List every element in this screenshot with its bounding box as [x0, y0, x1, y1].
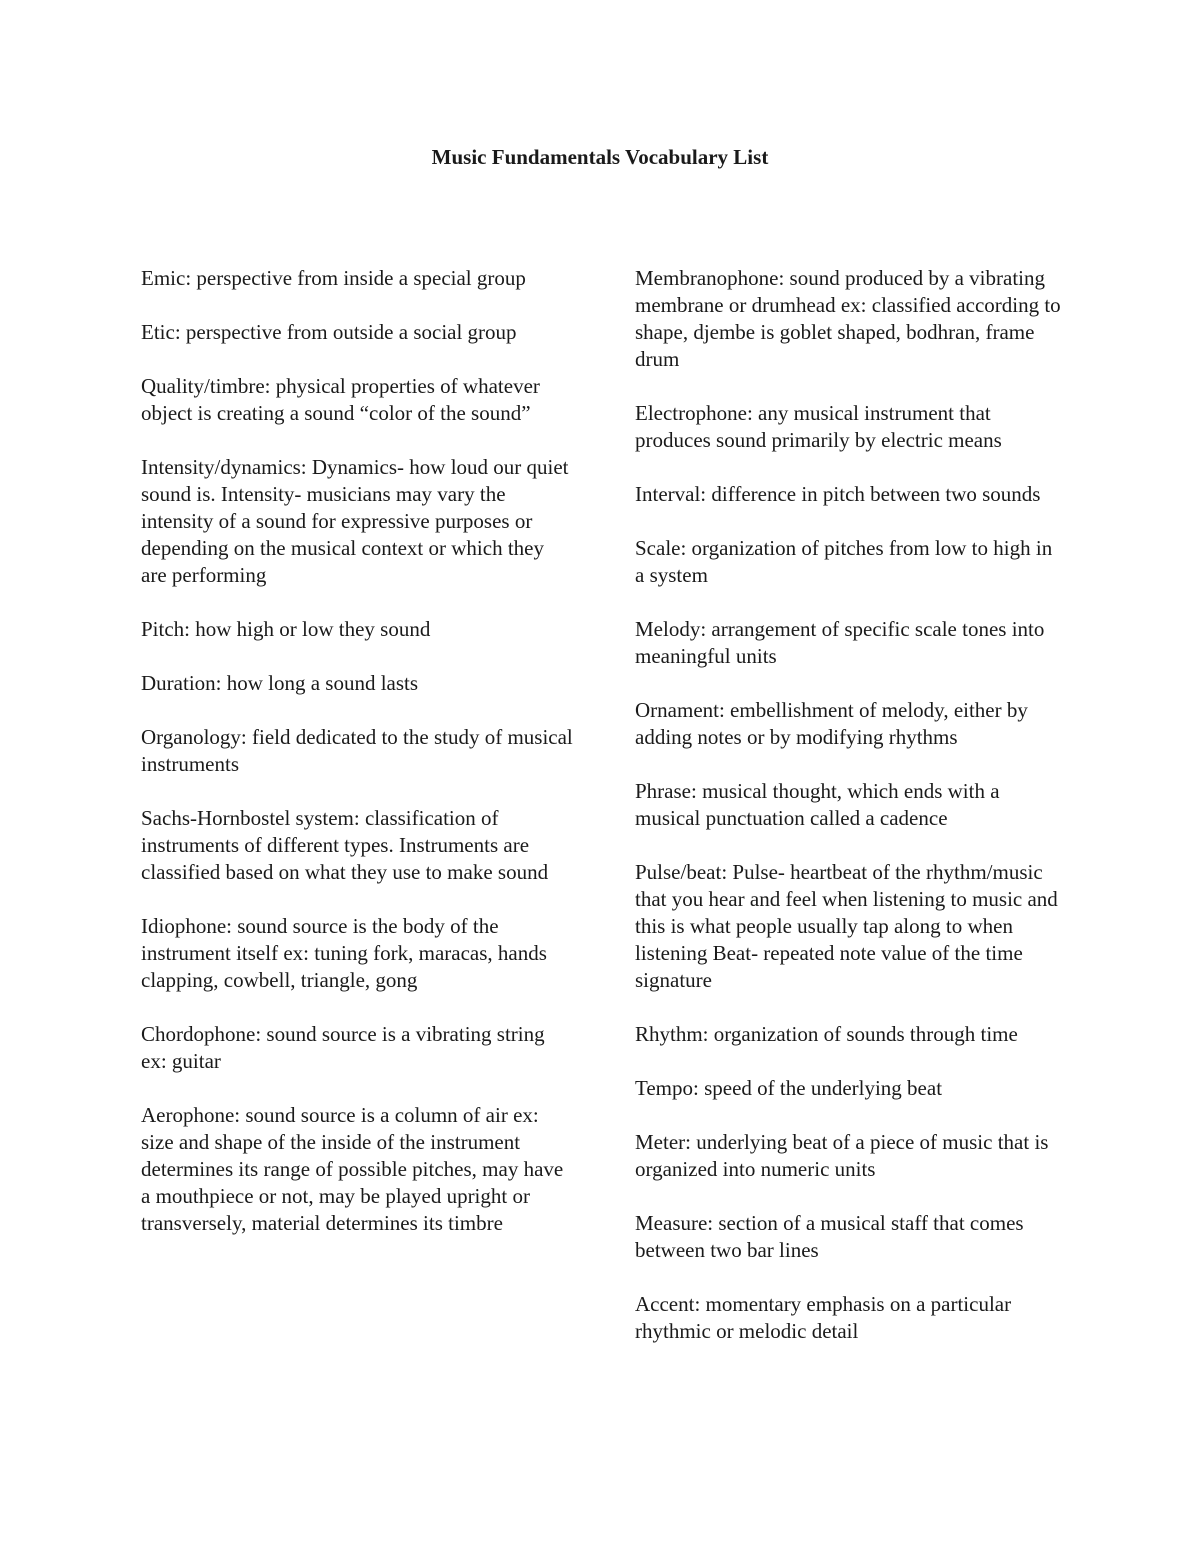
vocab-entry-membranophone: Membranophone: sound produced by a vibrating membrane or drumhead ex: classified according to shape, djembe is goblet shaped, bodhran, frame drum — [635, 266, 1061, 371]
vocab-entry-intensity-dynamics: Intensity/dynamics: Dynamics- how loud our quiet sound is. Intensity- musicians may vary the intensity of a sound for expressive purposes or depending on the musical context or which they are performing — [141, 455, 569, 587]
vocab-entry-sachs-hornbostel: Sachs-Hornbostel system: classification of instruments of different types. Instruments are classified based on what they use to make sound — [141, 806, 549, 884]
vocab-entry-accent: Accent: momentary emphasis on a particular rhythmic or melodic detail — [635, 1292, 1012, 1343]
vocab-entry-etic: Etic: perspective from outside a social group — [141, 320, 517, 344]
vocab-entry-meter: Meter: underlying beat of a piece of music that is organized into numeric units — [635, 1130, 1049, 1181]
vocab-entry-chordophone: Chordophone: sound source is a vibrating string ex: guitar — [141, 1022, 545, 1073]
page-title: Music Fundamentals Vocabulary List — [431, 145, 769, 169]
vocab-entry-duration: Duration: how long a sound lasts — [141, 671, 419, 695]
vocab-entry-organology: Organology: field dedicated to the study of musical instruments — [141, 725, 573, 776]
vocab-entry-idiophone: Idiophone: sound source is the body of the instrument itself ex: tuning fork, maracas, hands clapping, cowbell, triangle, gong — [141, 914, 547, 992]
vocab-entry-scale: Scale: organization of pitches from low to high in a system — [635, 536, 1053, 587]
vocab-entry-tempo: Tempo: speed of the underlying beat — [635, 1076, 943, 1100]
vocab-entry-measure: Measure: section of a musical staff that comes between two bar lines — [635, 1211, 1024, 1262]
vocab-entry-quality-timbre: Quality/timbre: physical properties of whatever object is creating a sound “color of the sound” — [141, 374, 540, 425]
vocab-entry-pitch: Pitch: how high or low they sound — [141, 617, 431, 641]
vocab-entry-pulse-beat: Pulse/beat: Pulse- heartbeat of the rhythm/music that you hear and feel when listening to music and this is what people usually tap along to when listening Beat- repeated note value of the time signature — [635, 860, 1058, 992]
vocab-entry-aerophone: Aerophone: sound source is a column of air ex: size and shape of the inside of the instrument determines its range of possible pitches, may have a mouthpiece or not, may be played upright or transversely, material determines its timbre — [141, 1103, 564, 1235]
left-column — [141, 265, 573, 1264]
vocab-entry-emic: Emic: perspective from inside a special group — [141, 266, 526, 290]
vocab-entry-interval: Interval: difference in pitch between two sounds — [635, 482, 1041, 506]
vocab-entry-melody: Melody: arrangement of specific scale tones into meaningful units — [635, 617, 1045, 668]
right-column — [635, 265, 1065, 1372]
vocab-entry-phrase: Phrase: musical thought, which ends with a musical punctuation called a cadence — [635, 779, 1000, 830]
vocab-entry-rhythm: Rhythm: organization of sounds through time — [635, 1022, 1018, 1046]
vocab-entry-ornament: Ornament: embellishment of melody, either by adding notes or by modifying rhythms — [635, 698, 1028, 749]
vocab-entry-electrophone: Electrophone: any musical instrument that produces sound primarily by electric means — [635, 401, 1002, 452]
